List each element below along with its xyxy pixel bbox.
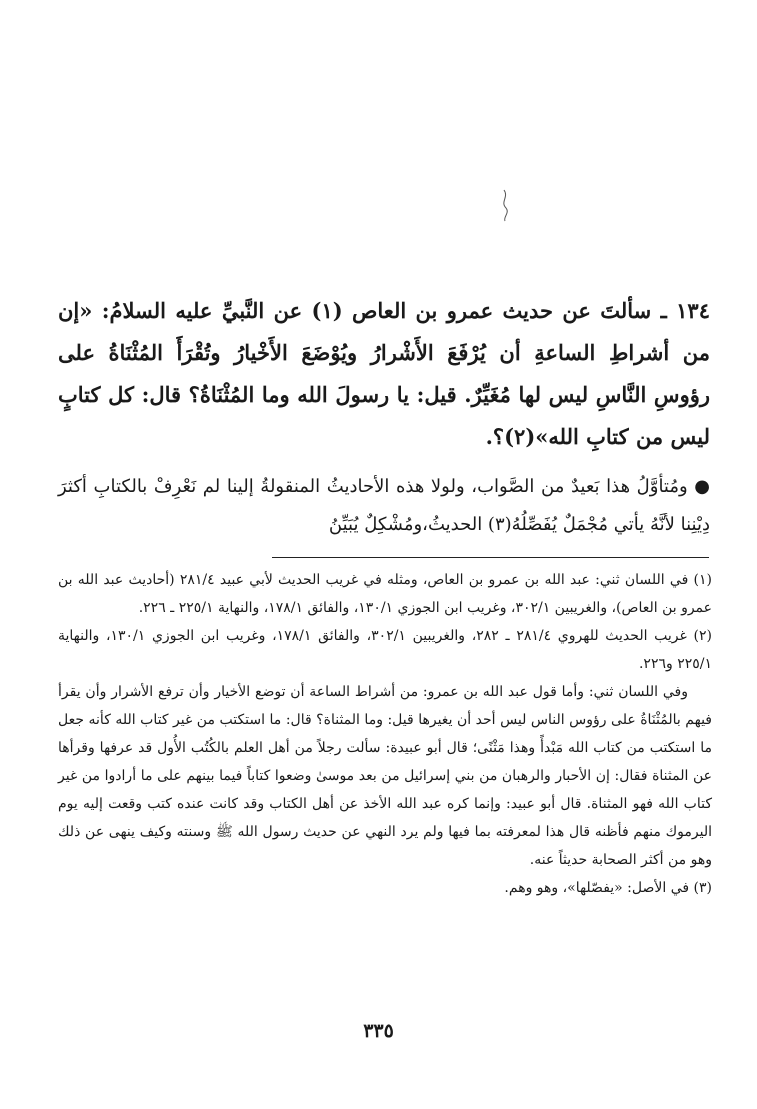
footnote-2: (٢) غريب الحديث للهروي ٢٨١/٤ ـ ٢٨٢، والغريبين ٣٠٢/١، والفائق ١٧٨/١، وغريب ابن الجوزي ١٣٠/١، والنهاية ٢٢٥/١ و٢٢٦. — [58, 628, 713, 672]
hadith-text: ١٣٤ ـ سألتَ عن حديث عمرو بن العاص (١) عن النَّبيِّ عليه السلامُ: «إن من أشراطِ الساعةِ أن يُرْفَعَ الأَشْرارُ ويُوْضَعَ الأَخْيارُ وتُقْرَأَ المُثْنَاةُ على رؤوسِ النَّاسِ ليس لها مُغَيِّرٌ. قيل: يا رسولَ الله وما المُثْنَاةُ؟ قال: كل كتابٍ ليس من كتابِ الله»(٢)؟. — [58, 298, 710, 449]
footnote-2-continuation: وفي اللسان ثني: وأما قول عبد الله بن عمرو: من أشراط الساعة أن توضع الأخيار وأن ترفع الأشرار وأن يقرأ فيهم بالمُثْنَاةُ على رؤوس الناس ليس أحد أن يغيرها قيل: وما المثناة؟ قال: ما استكتب من غير كتاب الله كأنه جعل ما استكتب من كتاب الله مَبْدأً وهذا مَثْنًى؛ قال أبو عبيدة: سألت رجلاً من أهل العلم بالكُتُب الأُول قد عرفها وقرأها عن المثناة فقال: إن الأحبار والرهبان من بني إسرائيل من بعد موسىٰ وضعوا كتاباً فيما بينهم على ما أرادوا من غير كتاب الله فهو المثناة. قال أبو عبيد: وإنما كره عبد الله الأخذ عن أهل الكتاب وقد كانت عنده كتب وقعت إليه يوم اليرموك منهم فأظنه قال هذا لمعرفته بما فيها ولم يرد النهي عن حديث رسول الله ﷺ وسنته وكيف ينهى عن ذلك وهو من أكثر الصحابة حديثاً عنه. — [58, 684, 712, 868]
commentary-text: ● ومُتأوَّلُ هذا بَعيدٌ من الصَّواب، ولولا هذه الأحاديثُ المنقولةُ إلينا لم نَعْرِفْ بالكتابِ أكثرَ دِيْنِنا لأنَّهُ يأتي مُجْمَلٌ يُفَصِّلُهُ(٣) الحديثُ،ومُشْكِلٌ يُبَيِّنُ — [58, 476, 710, 535]
page-number: ٣٣٥ — [363, 1020, 394, 1042]
footnote-divider — [272, 557, 709, 558]
footnote-3: (٣) في الأصل: «يفصّلها»، وهو وهم. — [504, 880, 712, 896]
footnote-1: (١) في اللسان ثني: عبد الله بن عمرو بن العاص، ومثله في غريب الحديث لأبي عبيد ٢٨١/٤ (أحاديث عبد الله بن عمرو بن العاص)، والغريبين ٣٠٢/١، وغريب ابن الجوزي ١٣٠/١، والفائق ١٧٨/١، والنهاية ٢٢٥/١ ـ ٢٢٦. — [58, 572, 712, 616]
hadith-question — [58, 290, 710, 458]
commentary — [58, 468, 710, 544]
ink-mark — [498, 188, 512, 222]
footnotes — [58, 566, 712, 902]
